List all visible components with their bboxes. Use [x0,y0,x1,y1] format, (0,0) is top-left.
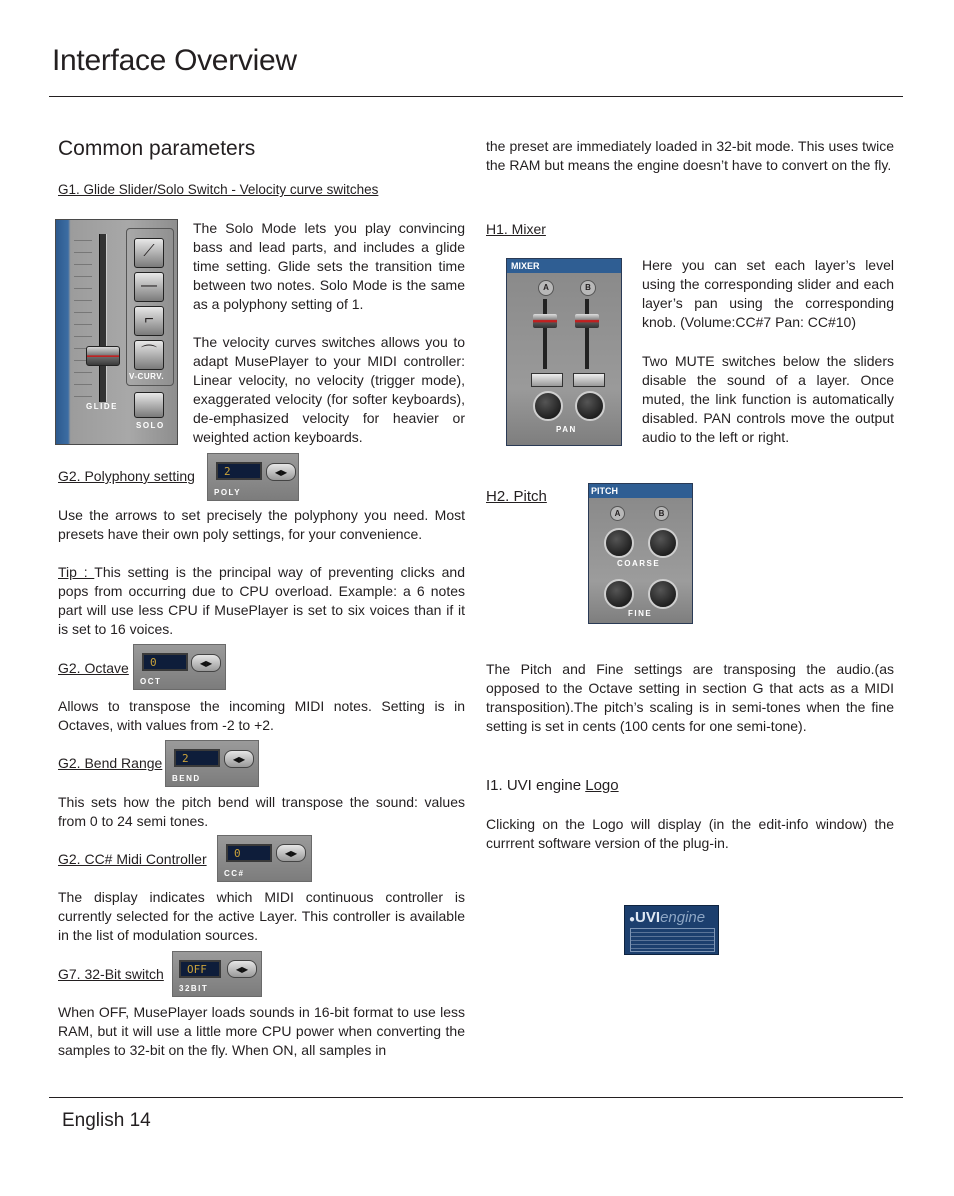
glide-label: GLIDE [86,402,118,411]
poly-widget [207,453,299,501]
velocity-exp-icon: ⌐ [134,306,164,336]
page-title: Interface Overview [52,44,297,77]
header-rule [49,96,903,97]
bend-heading: G2. Bend Range [58,755,163,771]
bit32-heading: G7. 32-Bit switch [58,966,164,982]
velocity-log-icon: ⌒ [134,340,164,370]
octave-widget [133,644,226,690]
g1-heading: G1. Glide Slider/Solo Switch - Velocity curve switches [58,182,379,197]
pan-knob-a [533,391,563,421]
pitch-b-label: B [654,506,669,521]
poly-tip [58,563,465,639]
footer-rule [49,1097,903,1098]
velocity-curve-icon: ⟋ [134,238,164,268]
continuation-paragraph: the preset are immediately loaded in 32-bit mode. This uses twice the RAM but means the engine doesn’t have to convert on the fly. [486,138,894,174]
cc-arrows-icon: ◀▶ [276,844,306,862]
mixer-slider-b [575,314,599,328]
page-number: English 14 [62,1110,151,1131]
mute-a-switch [531,373,563,387]
bit32-display: OFF [179,960,221,978]
mixer-a-label: A [538,280,554,296]
mixer-paragraph-1: Here you can set each layer’s level using the corresponding slider and each layer’s pan using the corresponding knob. (Volume:CC#7 Pan: CC#10) [642,257,894,331]
logo-uvi: UVI [635,909,661,926]
poly-label: POLY [214,488,242,497]
mixer-heading: H1. Mixer [486,221,546,237]
cc-widget [217,835,312,882]
mixer-panel [506,258,622,446]
mixer-paragraph-2: Two MUTE switches below the sliders disable the sound of a layer. Once muted, the link function is automatically disabled. PAN controls move the output audio to the left or right. [642,353,894,446]
g1-paragraph-1: The Solo Mode lets you play convincing bass and lead parts, and includes a glide time setting. Glide sets the transition time between two notes. Solo Mode is the same as a polyphony setting of 1. [193,220,465,313]
logo-fine-print [630,928,715,952]
bit32-widget [172,951,262,997]
logo-paragraph: Clicking on the Logo will display (in the edit-info window) the currrent software version of the plug-in. [486,816,894,852]
pan-knob-b [575,391,605,421]
octave-heading: G2. Octave [58,660,129,676]
bend-paragraph: This sets how the pitch bend will transpose the sound: values from 0 to 24 semi tones. [58,794,465,830]
fine-knob-b [648,579,678,609]
poly-display: 2 [216,462,262,480]
mixer-b-label: B [580,280,596,296]
poly-heading: G2. Polyphony setting [58,468,195,484]
coarse-knob-a [604,528,634,558]
pitch-title: PITCH [591,486,618,496]
cc-label: CC# [224,869,245,878]
glide-slider-handle [86,346,120,366]
cc-paragraph: The display indicates which MIDI continuous controller is currently selected for the active Layer. This controller is available in the list of modulation sources. [58,889,465,944]
logo-engine: engine [660,909,706,926]
fine-label: FINE [628,609,653,618]
bend-arrows-icon: ◀▶ [224,750,254,768]
logo-heading-prefix: I1. UVI engine [486,777,586,794]
logo-heading-link: Logo [585,777,619,794]
poly-paragraph: Use the arrows to set precisely the polyphony you need. Most presets have their own poly settings, for your convenience. [58,507,465,543]
octave-label: OCT [140,677,162,686]
g1-paragraph-2: The velocity curves switches allows you to adapt MusePlayer to your MIDI controller: Linear velocity, no velocity (trigger mode), exaggerated velocity (for softer keyboards), de-emphasized velocity for heavier or weighted action keyboards. [193,334,465,446]
section-title: Common parameters [58,137,256,160]
coarse-knob-b [648,528,678,558]
solo-switch [134,392,164,418]
vcurv-label: V-CURV. [129,372,165,381]
cc-heading: G2. CC# Midi Controller [58,851,207,867]
mixer-title: MIXER [511,261,540,271]
bend-display: 2 [174,749,220,767]
bend-widget [165,740,259,787]
bit32-paragraph: When OFF, MusePlayer loads sounds in 16-bit format to use less RAM, but it will use a little more CPU power when converting the samples to 32-bit on the fly. When ON, all samples in [58,1004,465,1059]
fine-knob-a [604,579,634,609]
poly-arrows-icon: ◀▶ [266,463,296,481]
velocity-flat-icon: — [134,272,164,302]
bit32-label: 32BIT [179,984,209,993]
tip-text: This setting is the principal way of preventing clicks and pops from occurring due to CPU overload. Example: a 6 notes part will use less CPU if MusePlayer is set to six voices than if it is set to 16 voices. [58,564,465,638]
bend-label: BEND [172,774,201,783]
coarse-label: COARSE [617,559,661,568]
mixer-slider-a [533,314,557,328]
pitch-a-label: A [610,506,625,521]
tip-label: Tip : [58,564,95,580]
octave-display: 0 [142,653,188,671]
pan-label: PAN [556,425,577,434]
octave-arrows-icon: ◀▶ [191,654,221,672]
glide-solo-panel [55,219,178,445]
solo-label: SOLO [136,421,165,430]
uvi-logo-text: ●UVIengine [629,909,706,926]
pitch-panel [588,483,693,624]
bit32-arrows-icon: ◀▶ [227,960,257,978]
logo-heading [486,776,619,795]
cc-display: 0 [226,844,272,862]
pitch-heading: H2. Pitch [486,488,547,505]
octave-paragraph: Allows to transpose the incoming MIDI notes. Setting is in Octaves, with values from -2 to +2. [58,698,465,734]
mute-b-switch [573,373,605,387]
pitch-paragraph: The Pitch and Fine settings are transposing the audio.(as opposed to the Octave setting in section G that acts as a MIDI transposition).The pitch’s scaling is in semi-tones when the fine setting is set in cents (100 cents for one semi-tone). [486,661,894,735]
uvi-engine-logo[interactable] [624,905,719,955]
